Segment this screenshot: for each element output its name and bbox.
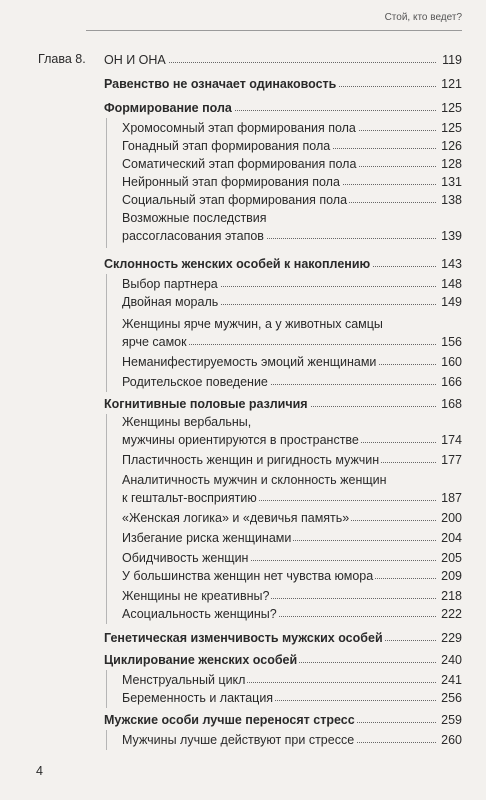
page-ref: 149 [441, 295, 462, 309]
entry-title-line1: Женщины ярче мужчин, а у животных самцы [122, 317, 383, 331]
header-rule [86, 30, 462, 31]
toc-subentry[interactable] [122, 568, 462, 586]
entry-title: Женщины не креативны? [122, 589, 270, 603]
toc-subentry[interactable] [122, 374, 462, 392]
entry-title: Генетическая изменчивость мужских особей [104, 631, 383, 645]
entry-title: Циклирование женских особей [104, 653, 298, 667]
toc-subentry[interactable] [122, 228, 462, 246]
toc-subentry[interactable] [122, 120, 462, 138]
entry-title: Хромосомный этап формирования пола [122, 121, 356, 135]
entry-title: Родительское поведение [122, 375, 268, 389]
chapter-label: Глава 8. [38, 52, 86, 66]
entry-title: Склонность женских особей к накоплению [104, 257, 371, 271]
page-ref: 139 [441, 229, 462, 243]
page-ref: 125 [441, 121, 462, 135]
page-ref: 205 [441, 551, 462, 565]
page-ref: 187 [441, 491, 462, 505]
entry-title-line1: Аналитичность мужчин и склонность женщин [122, 473, 387, 487]
toc-subentry[interactable] [122, 690, 462, 708]
toc-subentry[interactable] [122, 432, 462, 450]
page-ref: 119 [442, 53, 462, 67]
toc-subentry[interactable] [122, 490, 462, 508]
page-ref: 177 [441, 453, 462, 467]
toc-subentry[interactable] [122, 276, 462, 294]
toc-subentry[interactable] [122, 672, 462, 690]
entry-title: Формирование пола [104, 101, 232, 115]
entry-title-line1: Возможные последствия [122, 211, 267, 225]
page-ref: 256 [441, 691, 462, 705]
entry-title: Обидчивость женщин [122, 551, 249, 565]
entry-title: Беременность и лактация [122, 691, 274, 705]
toc-entry[interactable] [104, 630, 462, 648]
toc-subentry[interactable] [122, 156, 462, 174]
toc-entry[interactable] [104, 76, 462, 94]
entry-title: Социальный этап формирования пола [122, 193, 348, 207]
entry-title: Соматический этап формирования пола [122, 157, 357, 171]
entry-title: мужчины ориентируются в пространстве [122, 433, 359, 447]
page-ref: 174 [441, 433, 462, 447]
toc-subentry[interactable] [122, 138, 462, 156]
page-number: 4 [36, 764, 43, 778]
toc-subentry[interactable] [122, 334, 462, 352]
page-ref: 148 [441, 277, 462, 291]
page-ref: 143 [441, 257, 462, 271]
page-ref: 218 [441, 589, 462, 603]
toc-subentry[interactable] [122, 354, 462, 372]
entry-title: рассогласования этапов [122, 229, 264, 243]
page-ref: 240 [441, 653, 462, 667]
toc-subentry[interactable] [122, 550, 462, 568]
page-ref: 166 [441, 375, 462, 389]
toc-subentry[interactable] [122, 174, 462, 192]
page-ref: 259 [441, 713, 462, 727]
toc-subentry[interactable] [122, 732, 462, 750]
toc-subentry[interactable] [122, 294, 462, 312]
entry-title: «Женская логика» и «девичья память» [122, 511, 350, 525]
chapter-title: ОН И ОНА [104, 53, 166, 67]
entry-title: У большинства женщин нет чувства юмора [122, 569, 374, 583]
entry-title: Выбор партнера [122, 277, 218, 291]
entry-title: Мужчины лучше действуют при стрессе [122, 733, 355, 747]
entry-title: Нейронный этап формирования пола [122, 175, 340, 189]
page-ref: 260 [441, 733, 462, 747]
page-ref: 222 [441, 607, 462, 621]
toc-chapter-row[interactable] [104, 52, 462, 70]
entry-title: ярче самок [122, 335, 187, 349]
page-ref: 241 [441, 673, 462, 687]
entry-title: Менструальный цикл [122, 673, 246, 687]
entry-title: Пластичность женщин и ригидность мужчин [122, 453, 380, 467]
toc-subentry[interactable] [122, 606, 462, 624]
page-ref: 126 [441, 139, 462, 153]
entry-title: Избегание риска женщинами [122, 531, 292, 545]
toc-subentry[interactable] [122, 452, 462, 470]
entry-title: Асоциальность женщины? [122, 607, 277, 621]
entry-title: Двойная мораль [122, 295, 219, 309]
page-ref: 209 [441, 569, 462, 583]
page-ref: 128 [441, 157, 462, 171]
entry-title: Неманифестируемость эмоций женщинами [122, 355, 377, 369]
toc-subentry[interactable] [122, 588, 462, 606]
toc-entry[interactable] [104, 652, 462, 670]
running-header: Стой, кто ведет? [384, 12, 462, 23]
page-ref: 200 [441, 511, 462, 525]
entry-title: Когнитивные половые различия [104, 397, 308, 411]
toc-subentry[interactable] [122, 192, 462, 210]
page-ref: 131 [441, 175, 462, 189]
toc-subentry[interactable] [122, 530, 462, 548]
toc-subentry[interactable] [122, 510, 462, 528]
entry-title: к гештальт-восприятию [122, 491, 257, 505]
toc-entry[interactable] [104, 256, 462, 274]
toc-entry[interactable] [104, 396, 462, 414]
page-ref: 156 [441, 335, 462, 349]
page-ref: 121 [441, 77, 462, 91]
toc-entry[interactable] [104, 712, 462, 730]
entry-title: Гонадный этап формирования пола [122, 139, 331, 153]
toc-entry[interactable] [104, 100, 462, 118]
entry-title: Мужские особи лучше переносят стресс [104, 713, 355, 727]
page-ref: 125 [441, 101, 462, 115]
page-ref: 204 [441, 531, 462, 545]
page-ref: 138 [441, 193, 462, 207]
entry-title-line1: Женщины вербальны, [122, 415, 252, 429]
page-ref: 168 [441, 397, 462, 411]
entry-title: Равенство не означает одинаковость [104, 77, 337, 91]
page-ref: 160 [441, 355, 462, 369]
page-ref: 229 [441, 631, 462, 645]
